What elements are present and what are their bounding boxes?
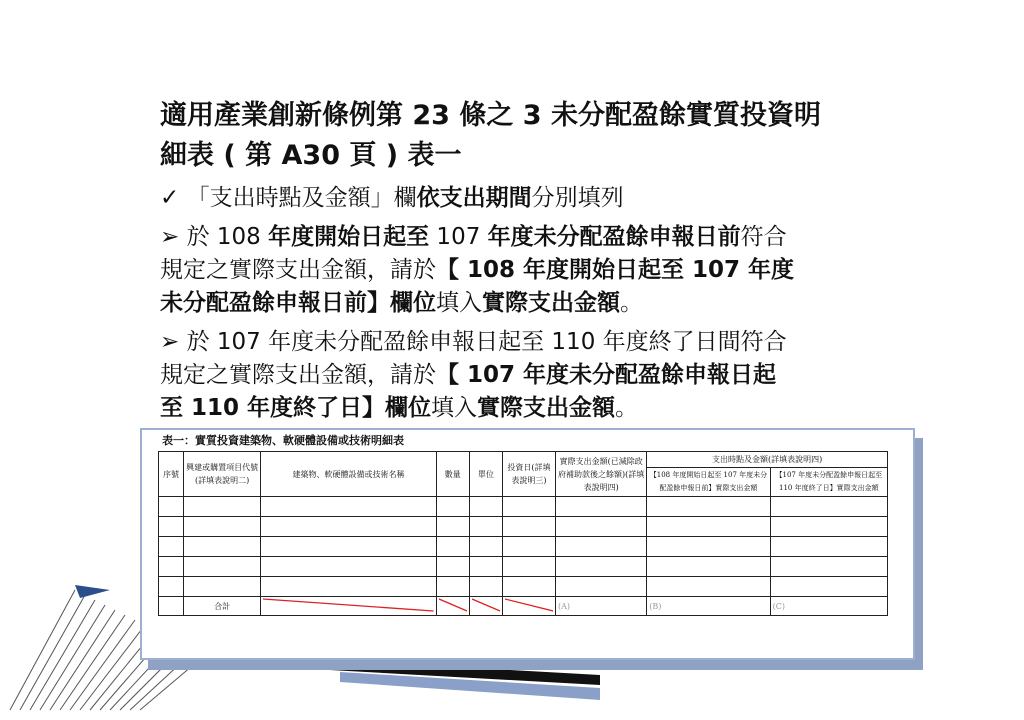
b1-e: 符合 (740, 224, 787, 250)
b2-l1: 於 107 年度未分配盈餘申報日起至 110 年度終了日間符合 (186, 329, 787, 355)
slide-title (160, 96, 870, 176)
table-cell (261, 517, 436, 537)
table-cell (436, 497, 469, 517)
investment-detail-table (158, 451, 888, 616)
table-cell (647, 557, 770, 577)
table-cell (469, 517, 502, 537)
b2-l3c: 實際支出金額 (477, 395, 616, 421)
table-cell (261, 577, 436, 597)
b1-l3a: 未分配盈餘申報日前】欄位 (160, 290, 436, 316)
table-cell (159, 497, 184, 517)
table-cell (184, 577, 261, 597)
title-line-2: 細表 ( 第 A30 頁 ) 表一 (160, 140, 462, 171)
total-date-cell (502, 597, 555, 616)
title-line-1: 適用產業創新條例第 23 條之 3 未分配盈餘實質投資明 (160, 100, 821, 131)
table-row (159, 577, 888, 597)
b2-l3b: 填入 (431, 395, 478, 421)
table-cell (556, 517, 647, 537)
check-text-2: 依支出期間 (416, 185, 532, 211)
header-name: 建築物、軟硬體設備或技術名稱 (261, 452, 436, 497)
table-caption: 表一：實質投資建築物、軟硬體設備或技術明細表 (162, 434, 404, 447)
b1-l3c: 實際支出金額 (482, 290, 620, 316)
total-name-cell (261, 597, 436, 616)
table-cell (770, 537, 887, 557)
b2-l3d: 。 (615, 395, 639, 421)
arrow-bullet-icon: ➢ (160, 329, 180, 355)
table-row (159, 497, 888, 517)
b1-l3b: 填入 (436, 290, 482, 316)
b2-l2b: 【 107 年度未分配盈餘申報日起 (436, 362, 777, 388)
table-cell (502, 557, 555, 577)
table-cell (469, 537, 502, 557)
header-timing-a: 【108 年度開始日起至 107 年度未分配盈餘申報日前】實際支出金額 (647, 468, 770, 497)
table-cell (647, 517, 770, 537)
table-cell (159, 517, 184, 537)
table-cell (469, 497, 502, 517)
table-row (159, 557, 888, 577)
total-b: (B) (647, 597, 770, 616)
table-cell (436, 557, 469, 577)
bullet-1 (160, 221, 870, 320)
header-unit: 單位 (469, 452, 502, 497)
table-cell (647, 497, 770, 517)
total-label: 合計 (184, 597, 261, 616)
b1-c: 107 (429, 224, 488, 250)
table-cell (184, 537, 261, 557)
table-row (159, 517, 888, 537)
table-cell (770, 577, 887, 597)
header-timing: 支出時點及金額(詳填表說明四) (647, 452, 888, 468)
table-cell (159, 537, 184, 557)
total-seq-cell (159, 597, 184, 616)
b2-l2a: 規定之實際支出金額，請於 (160, 362, 436, 388)
table-cell (556, 557, 647, 577)
table-cell (184, 497, 261, 517)
table-cell (261, 537, 436, 557)
check-text-3: 分別填列 (531, 185, 624, 211)
table-cell (436, 537, 469, 557)
table-cell (556, 497, 647, 517)
strike-line (263, 598, 433, 612)
table-cell (436, 517, 469, 537)
checkmark-icon: ✓ (160, 185, 180, 211)
strike-line (505, 598, 553, 612)
arrow-bullet-icon: ➢ (160, 224, 180, 250)
header-actual-amount: 實際支出金額(已減除政府補助款後之餘額)(詳填表說明四) (556, 452, 647, 497)
slide-body (160, 96, 870, 431)
table-cell (647, 577, 770, 597)
table-cell (469, 577, 502, 597)
header-qty: 數量 (436, 452, 469, 497)
table-cell (556, 577, 647, 597)
b1-l3d: 。 (620, 290, 643, 316)
table-cell (647, 537, 770, 557)
header-seq: 序號 (159, 452, 184, 497)
header-code: 興建或購置項目代號(詳填表說明二) (184, 452, 261, 497)
table-cell (502, 517, 555, 537)
b1-l2a: 規定之實際支出金額，請於 (160, 257, 436, 283)
total-a: (A) (556, 597, 647, 616)
table-cell (184, 517, 261, 537)
check-text-1: 「支出時點及金額」欄 (186, 185, 417, 211)
total-row (159, 597, 888, 616)
header-timing-b: 【107 年度未分配盈餘申報日起至 110 年度終了日】實際支出金額 (770, 468, 887, 497)
table-cell (159, 557, 184, 577)
strike-line (472, 598, 500, 612)
total-qty-cell (436, 597, 469, 616)
strike-line (439, 598, 467, 612)
table-cell (159, 577, 184, 597)
header-invest-date: 投資日(詳填表說明三) (502, 452, 555, 497)
table-cell (184, 557, 261, 577)
table-cell (436, 577, 469, 597)
table-cell (770, 517, 887, 537)
table-cell (502, 497, 555, 517)
check-item (160, 182, 870, 215)
bullet-2 (160, 326, 870, 425)
table-cell (261, 557, 436, 577)
table-cell (502, 537, 555, 557)
b2-l3a: 至 110 年度終了日】欄位 (160, 395, 432, 421)
total-c: (C) (770, 597, 887, 616)
table-cell (770, 497, 887, 517)
table-cell (770, 557, 887, 577)
table-cell (261, 497, 436, 517)
table-body (159, 497, 888, 597)
b1-a: 於 108 (186, 224, 269, 250)
table-cell (556, 537, 647, 557)
table-cell (469, 557, 502, 577)
total-unit-cell (469, 597, 502, 616)
table-cell (502, 577, 555, 597)
b1-b: 年度開始日起至 (268, 224, 430, 250)
table-row (159, 537, 888, 557)
b1-l2b: 【 108 年度開始日起至 107 年度 (436, 257, 795, 283)
b1-d: 年度未分配盈餘申報日前 (487, 224, 741, 250)
